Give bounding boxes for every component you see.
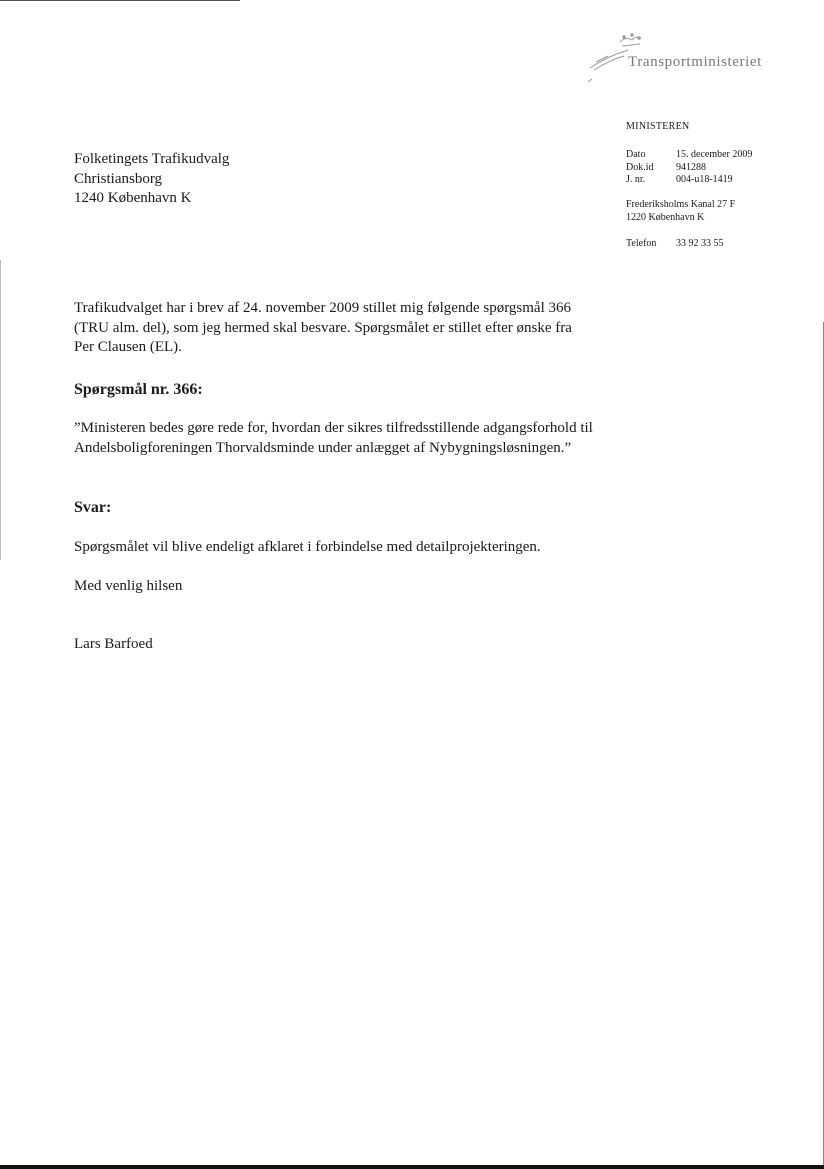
meta-value: 004-u18-1419: [676, 174, 733, 185]
recipient-line: Folketingets Trafikudvalg: [74, 151, 230, 167]
letter-intro: Trafikudvalget har i brev af 24. november 2009 stillet mig følgende spørgsmål 366 (TRU alm. del), som jeg hermed skal besvare. Spørgsmålet er stillet efter ønske fra Per Clausen (EL).: [74, 300, 572, 355]
scan-edge-left: [0, 260, 1, 560]
recipient-line: 1240 København K: [74, 190, 192, 206]
meta-label: J. nr.: [626, 174, 646, 185]
sender-address-line: Frederiksholms Kanal 27 F: [626, 199, 736, 210]
ministry-logo: [586, 28, 796, 98]
document-meta: [626, 149, 752, 187]
answer-heading: Svar:: [74, 499, 112, 516]
meta-label: Dato: [626, 149, 646, 160]
question-heading: Spørgsmål nr. 366:: [74, 381, 203, 398]
signature-name: Lars Barfoed: [74, 636, 153, 652]
phone-value: 33 92 33 55: [676, 238, 724, 249]
sender-address-line: 1220 København K: [626, 211, 705, 223]
logo-text: Transportministeriet: [628, 54, 762, 70]
recipient-address: [74, 150, 229, 209]
meta-label: Dok.id: [626, 161, 654, 173]
answer-text: Spørgsmålet vil blive endeligt afklaret i forbindelse med detailprojekteringen.: [74, 539, 541, 555]
meta-row-date: [626, 149, 752, 162]
sender-address: [626, 199, 735, 224]
meta-row-journal: [626, 174, 752, 187]
sender-title: MINISTEREN: [626, 121, 690, 132]
recipient-line: Christiansborg: [74, 170, 163, 187]
sender-phone: [626, 238, 724, 249]
meta-value: 941288: [676, 161, 706, 173]
phone-label: Telefon: [626, 238, 657, 249]
closing-greeting: Med venlig hilsen: [74, 578, 183, 594]
meta-value: 15. december 2009: [676, 149, 753, 160]
question-text: ”Ministeren bedes gøre rede for, hvordan der sikres tilfredsstillende adgangsforhold til Andelsboligforeningen Thorvaldsminde under anlægget af Nybygningsløsningen.”: [74, 420, 593, 456]
scan-edge-bottom: [0, 1165, 824, 1169]
scan-edge-top: [0, 0, 240, 1]
meta-row-docid: [626, 162, 752, 175]
